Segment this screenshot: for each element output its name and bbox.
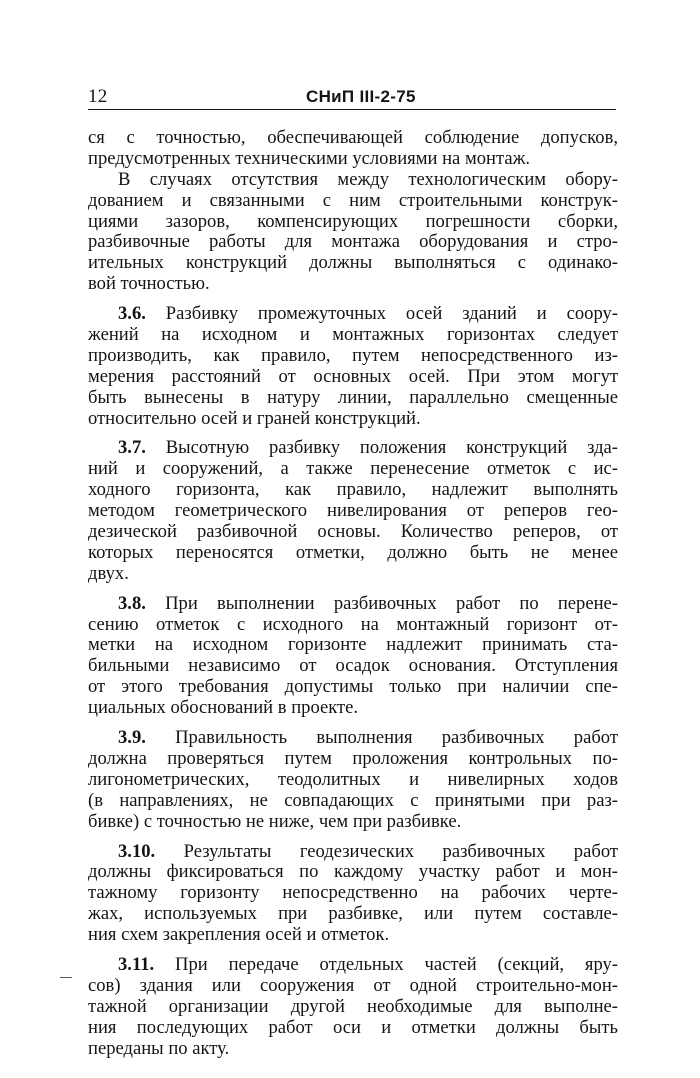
line-text: сению отметок с исходного на монтажный горизонт от- [88, 613, 618, 635]
line-text: производить, как правило, путем непосредственного из- [88, 344, 618, 366]
text-line [88, 325, 618, 346]
text-line [88, 698, 618, 719]
line-text: должна проверяться путем проложения контрольных по- [88, 747, 618, 769]
line-text: жений на исходном и монтажных горизонтах следует [88, 324, 618, 346]
line-text: разбивочные работы для монтажа оборудования и стро- [88, 231, 618, 253]
line-text: Правильность выполнения разбивочных работ [175, 727, 618, 749]
line-text: В случаях отсутствия между технологическим обору- [118, 168, 618, 190]
text-line [88, 677, 618, 698]
line-text: циальных обоснований в проекте. [88, 697, 359, 719]
line-text: дезической разбивочной основы. Количество реперов, от [88, 521, 618, 543]
line-text: (в направлениях, не совпадающих с принятыми при раз- [88, 789, 618, 811]
text-line [88, 170, 618, 191]
line-text: дованием и связанными с ним строительными конструк- [88, 189, 618, 211]
text-line [88, 232, 618, 253]
clause-number: 3.7. [118, 437, 146, 459]
line-text: двух. [88, 562, 129, 584]
text-line [88, 955, 618, 976]
line-text: ния последующих работ оси и отметки должны быть [88, 1016, 618, 1038]
paragraph-p5 [88, 728, 618, 832]
line-text: относительно осей и граней конструкций. [88, 407, 421, 429]
line-text: метки на исходном горизонте надлежит принимать ста- [88, 634, 618, 656]
line-text: ния схем закрепления осей и отметок. [88, 924, 390, 946]
line-text: методом геометрического нивелирования от реперов гео- [88, 500, 618, 522]
text-line [88, 367, 618, 388]
text-line [88, 304, 618, 325]
text-line [88, 1018, 618, 1039]
paragraph-p7 [88, 955, 618, 1059]
text-line [88, 728, 618, 749]
text-line [88, 997, 618, 1018]
text-line [88, 925, 618, 946]
paragraph-p4 [88, 594, 618, 719]
document-code: СНиП III-2-75 [306, 87, 416, 106]
text-line [88, 480, 618, 501]
line-text: циями зазоров, компенсирующих погрешности сборки, [88, 210, 618, 232]
text-line [88, 812, 618, 833]
clause-number: 3.8. [118, 592, 146, 614]
line-text: мерения расстояний от основных осей. При этом могут [88, 365, 618, 387]
page-number: 12 [88, 86, 108, 107]
text-line [88, 976, 618, 997]
text-line [88, 749, 618, 770]
text-line [88, 1039, 618, 1060]
paragraph-p3 [88, 438, 618, 584]
text-line [88, 346, 618, 367]
text-line [88, 883, 618, 904]
line-text: должны фиксироваться по каждому участку работ и мон- [88, 861, 618, 883]
text-line [88, 615, 618, 636]
header-rule [88, 109, 616, 110]
line-text: переданы по акту. [88, 1037, 230, 1059]
line-text: вой точностью. [88, 273, 210, 295]
line-text: ний и сооружений, а также перенесение отметок с ис- [88, 458, 618, 480]
clause-number: 3.11. [118, 953, 155, 975]
line-text: ительных конструкций должны выполняться с одинако- [88, 252, 618, 274]
line-text: При выполнении разбивочных работ по перене- [165, 592, 618, 614]
paragraph-p0 [88, 128, 618, 170]
text-line [88, 459, 618, 480]
line-text: быть вынесены в натуру линии, параллельно смещенные [88, 386, 618, 408]
text-line [88, 128, 618, 149]
text-line [88, 862, 618, 883]
text-line [88, 501, 618, 522]
clause-number: 3.6. [118, 303, 146, 325]
text-line [88, 522, 618, 543]
text-line [88, 770, 618, 791]
text-line [88, 409, 618, 430]
text-line [88, 635, 618, 656]
line-text: бильными независимо от осадок основания. Отступления [88, 655, 618, 677]
page-header [88, 86, 618, 110]
clause-number: 3.9. [118, 727, 146, 749]
line-text: тажному горизонту непосредственно на рабочих черте- [88, 882, 618, 904]
text-line [88, 274, 618, 295]
line-text: бивке) с точностью не ниже, чем при разбивке. [88, 810, 462, 832]
text-line [88, 438, 618, 459]
text-line [88, 656, 618, 677]
text-line [88, 594, 618, 615]
paragraph-p1 [88, 170, 618, 295]
line-text: предусмотренных техническими условиями на монтаж. [88, 147, 531, 169]
text-line [88, 388, 618, 409]
text-line [88, 791, 618, 812]
line-text: сов) здания или сооружения от одной строительно-мон- [88, 974, 618, 996]
text-line [88, 253, 618, 274]
text-line [88, 842, 618, 863]
text-line [88, 149, 618, 170]
clause-number: 3.10. [118, 840, 156, 862]
text-line [88, 543, 618, 564]
line-text: Результаты геодезических разбивочных работ [183, 840, 618, 862]
text-line [88, 191, 618, 212]
line-text: ходного горизонта, как правило, надлежит выполнять [88, 479, 618, 501]
document-body [88, 128, 618, 1059]
line-text: которых переносятся отметки, должно быть не менее [88, 541, 618, 563]
line-text: Разбивку промежуточных осей зданий и соору- [165, 303, 618, 325]
line-text: тажной организации другой необходимые для выполне- [88, 995, 618, 1017]
text-line [88, 212, 618, 233]
line-text: от этого требования допустимы только при наличии спе- [88, 676, 618, 698]
paragraph-p2 [88, 304, 618, 429]
line-text: жах, используемых при разбивке, или путем составле- [88, 903, 618, 925]
line-text: Высотную разбивку положения конструкций зда- [165, 437, 618, 459]
line-text: При передаче отдельных частей (секций, яру- [175, 953, 618, 975]
text-line [88, 564, 618, 585]
line-text: ся с точностью, обеспечивающей соблюдение допусков, [88, 127, 618, 148]
paragraph-p6 [88, 842, 618, 946]
text-line [88, 904, 618, 925]
margin-mark [60, 977, 72, 978]
line-text: лигонометрических, теодолитных и нивелирных ходов [88, 768, 618, 790]
